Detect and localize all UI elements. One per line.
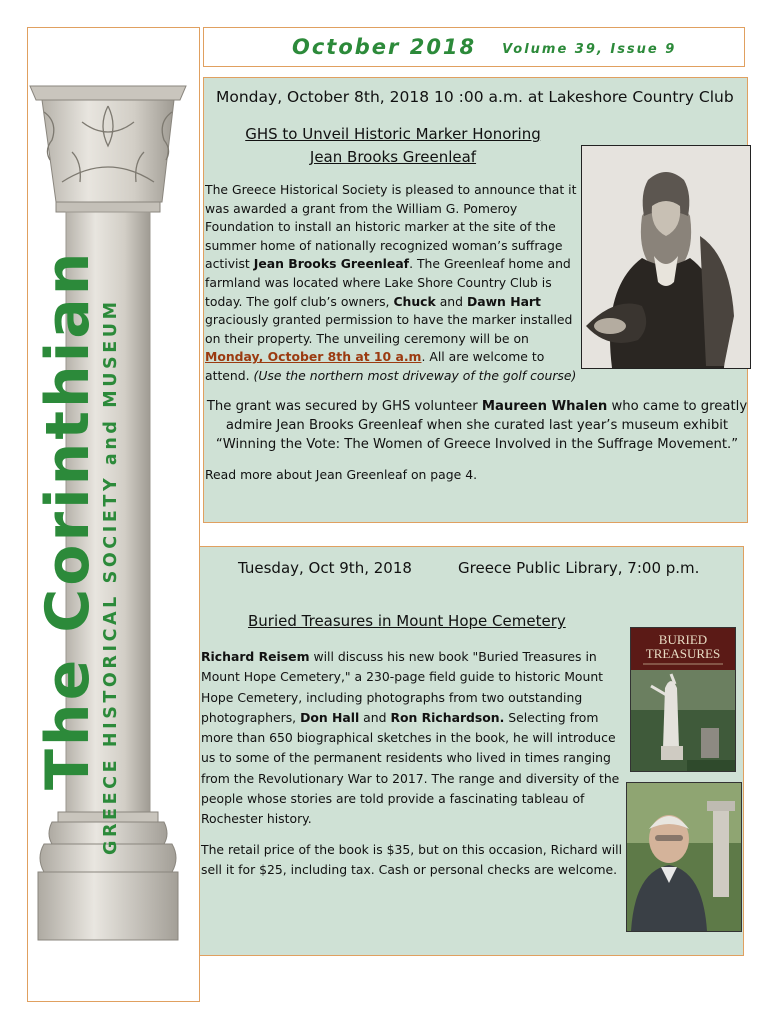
masthead-subtitle: GREECE HISTORICAL SOCIETY and MUSEUM (101, 298, 121, 855)
event-greenleaf-panel (203, 77, 748, 523)
para-text: . The Greenleaf home and farmland was located where Lake Shore Country Club is today. The golf club’s owners, (205, 256, 571, 309)
person-name: Don Hall (300, 709, 360, 725)
person-name: Ron Richardson. (390, 709, 505, 725)
para-text: graciously granted permission to have the marker installed on their property. The unveiling ceremony will be on (205, 312, 573, 346)
book-cover-title-line2: TREASURES (645, 646, 721, 661)
para-text: . All are welcome to attend. (205, 349, 545, 383)
person-name: Maureen Whalen (481, 399, 608, 414)
event-date-link[interactable]: Monday, October 8th at 10 a.m (205, 349, 422, 365)
event-greenleaf-paragraph (205, 181, 583, 386)
event-greenleaf-title-line1: GHS to Unveil Historic Marker Honoring (245, 125, 541, 143)
event-buried-treasures-price-paragraph: The retail price of the book is $35, but on this occasion, Richard will sell it for $25, including tax. Cash or personal checks are welcome. (201, 842, 623, 878)
event-greenleaf-title-line2: Jean Brooks Greenleaf (309, 148, 477, 166)
richard-reisem-photo (626, 782, 742, 932)
issue-header (203, 27, 745, 67)
read-more-note: Read more about Jean Greenleaf on page 4. (205, 467, 478, 482)
para-text: and (435, 293, 467, 309)
driveway-note: (Use the northern most driveway of the golf course) (253, 367, 577, 383)
para-text: The Greece Historical Society is pleased to announce that it was awarded a grant from the William G. Pomeroy Foundation to install an historic marker at the site of the summer home of nationally recognized woman’s suffrage activist (205, 182, 577, 272)
para-text: The grant was secured by GHS volunteer (206, 399, 482, 414)
event-buried-treasures-day: Tuesday, Oct 9th, 2018 (238, 559, 412, 577)
para-text: and (359, 709, 391, 725)
person-name: Dawn Hart (466, 293, 541, 309)
event-buried-treasures-panel (199, 546, 744, 956)
jean-greenleaf-portrait (581, 145, 751, 369)
person-name: Chuck (393, 293, 436, 309)
event-buried-treasures-title: Buried Treasures in Mount Hope Cemetery (248, 612, 566, 630)
volume-issue: Volume 39, Issue 9 (502, 41, 677, 57)
para-text: Selecting from more than 650 biographical sketches in the book, he will introduce us to some of the permanent residents who lived in times ranging from the Revolutionary War to 2017. The range and diversity of the people whose stories are told provide a fascinating tableau of Rochester history. (201, 709, 620, 827)
para-text: will discuss his new book "Buried Treasures in Mount Hope Cemetery," a 230-page field guide to historic Mount Hope Cemetery, including photographs from two outstanding photographers, (201, 649, 604, 725)
event-greenleaf-grant-paragraph (206, 397, 748, 454)
person-name: Jean Brooks Greenleaf (253, 256, 410, 272)
book-cover-title-line1: BURIED (658, 632, 708, 647)
event-greenleaf-heading: Monday, October 8th, 2018 10 :00 a.m. at Lakeshore Country Club (216, 88, 734, 106)
event-buried-treasures-place: Greece Public Library, 7:00 p.m. (458, 559, 700, 577)
masthead-title: The Corinthian (33, 249, 103, 790)
issue-date: October 2018 (292, 35, 477, 59)
buried-treasures-book-cover (630, 627, 736, 772)
para-text: who came to greatly admire Jean Brooks Greenleaf when she curated last year’s museum exhibit “Winning the Vote: The Women of Greece Involved in the Suffrage Movement.” (215, 399, 748, 452)
person-name: Richard Reisem (201, 649, 310, 664)
event-greenleaf-title (204, 123, 582, 169)
event-buried-treasures-paragraph (201, 647, 625, 830)
